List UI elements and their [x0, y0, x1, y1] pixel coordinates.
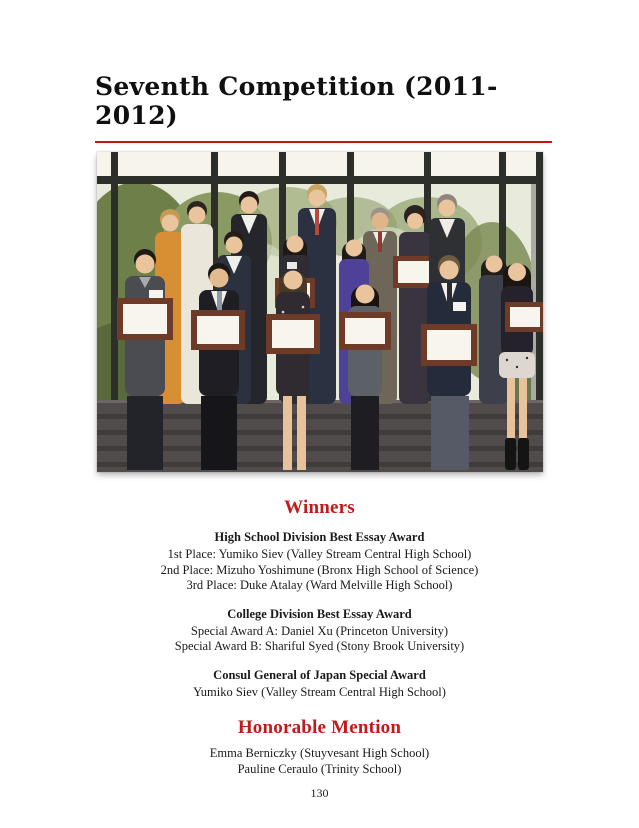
award-title: Consul General of Japan Special Award [213, 667, 426, 682]
award-title: College Division Best Essay Award [227, 606, 412, 621]
award-line: 2nd Place: Mizuho Yoshimune (Bronx High School of Science) [160, 562, 479, 577]
certificate [117, 298, 173, 340]
award-title: High School Division Best Essay Award [214, 530, 425, 544]
award-line: 1st Place: Yumiko Siev (Valley Stream Central High School) [167, 547, 472, 561]
award-group-college [0, 607, 639, 655]
certificate [339, 312, 391, 350]
page-number: 130 [310, 786, 329, 800]
award-line: Pauline Ceraulo (Trinity School) [237, 761, 402, 776]
award-line: Emma Berniczky (Stuyvesant High School) [209, 746, 430, 760]
group-photo-illustration [97, 152, 543, 472]
award-line: Special Award B: Shariful Syed (Stony Brook University) [174, 639, 465, 653]
certificate [191, 310, 245, 350]
certificate [266, 314, 320, 354]
honorable-mention-heading: Honorable Mention [237, 717, 402, 738]
awards-section [0, 497, 639, 777]
certificate [505, 302, 543, 332]
page-title: Seventh Competition (2011-2012) [95, 72, 552, 143]
award-group-consul-general [0, 668, 639, 701]
winners-heading: Winners [284, 497, 355, 518]
group-photo [97, 152, 543, 472]
award-line: 3rd Place: Duke Atalay (Ward Melville High School) [186, 578, 453, 592]
certificate [421, 324, 477, 366]
award-line: Special Award A: Daniel Xu (Princeton University) [190, 623, 449, 638]
photo-floor [97, 400, 543, 472]
award-group-high-school [0, 530, 639, 594]
award-line: Yumiko Siev (Valley Stream Central High School) [193, 684, 446, 699]
